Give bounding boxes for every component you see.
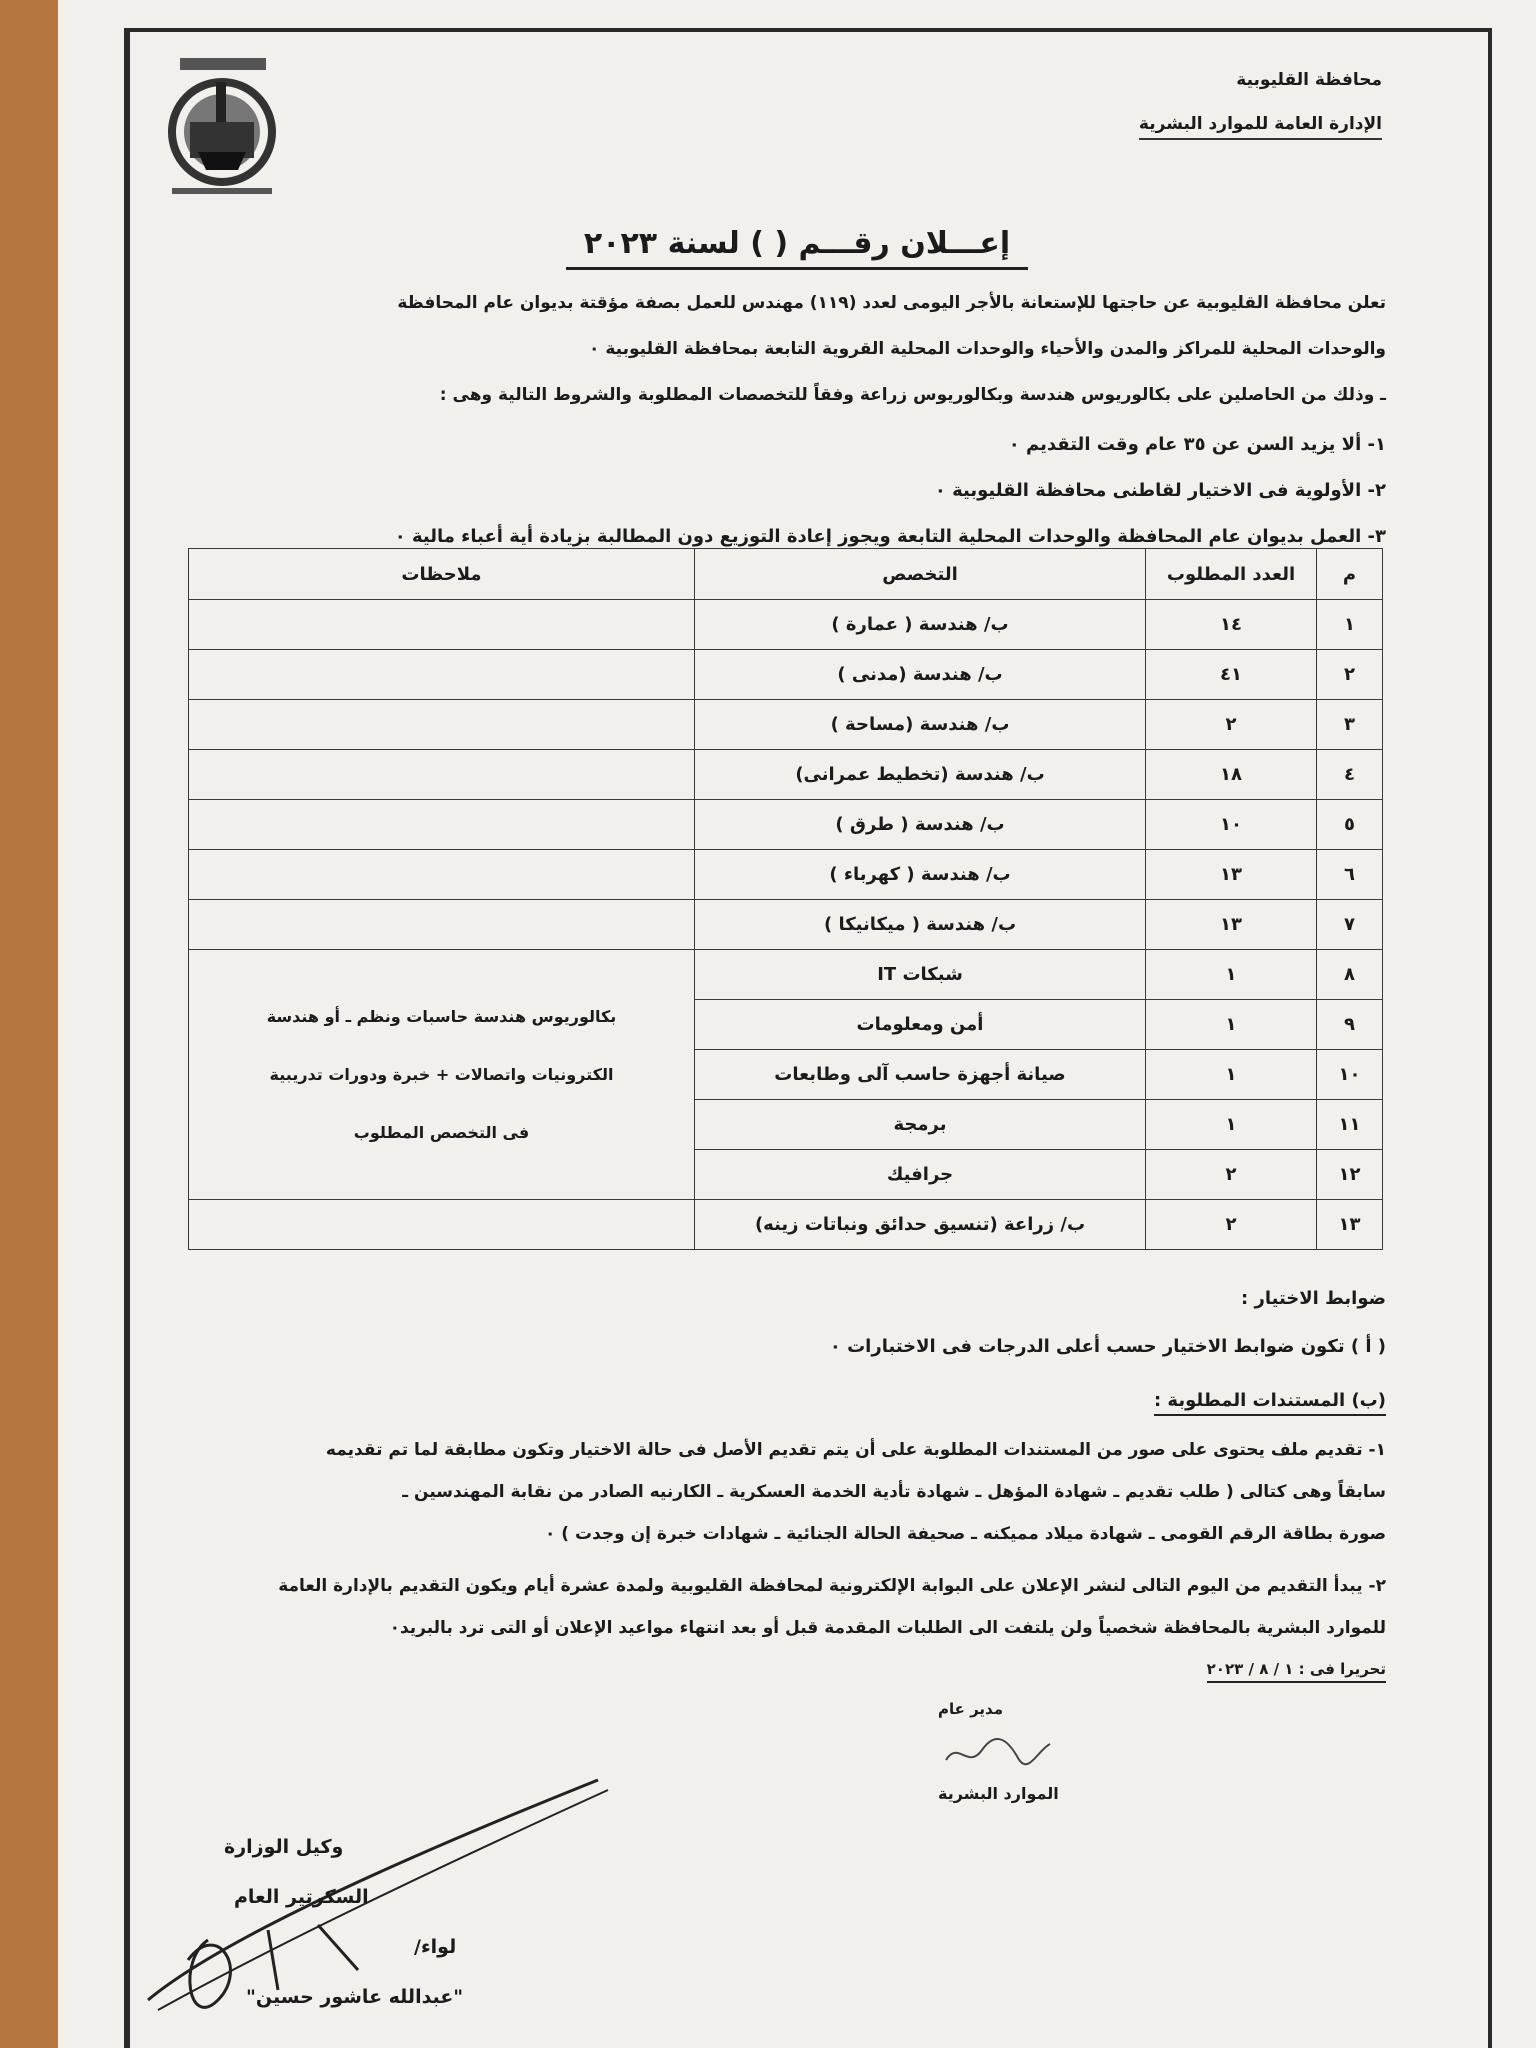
row-notes xyxy=(189,700,695,750)
row-specialty: ب/ هندسة (مساحة ) xyxy=(695,700,1146,750)
row-count: ١ xyxy=(1146,1100,1317,1150)
row-notes xyxy=(189,800,695,850)
row-number: ٣ xyxy=(1317,700,1383,750)
documents-item-1-line-1: ١- تقديم ملف يحتوى على صور من المستندات المطلوبة على أن يتم تقديم الأصل فى حالة الاختيار وتكون مطابقة لما تم تقديمه xyxy=(325,1440,1386,1460)
row-count: ٤١ xyxy=(1146,650,1317,700)
row-count: ١٣ xyxy=(1146,850,1317,900)
row-count: ١٠ xyxy=(1146,800,1317,850)
note-line-1: بكالوريوس هندسة حاسبات ونظم ـ أو هندسة xyxy=(266,1006,617,1026)
row-number: ١ xyxy=(1317,600,1383,650)
row-number: ٨ xyxy=(1317,950,1383,1000)
row-number: ٩ xyxy=(1317,1000,1383,1050)
secretary-general: السكرتير العام xyxy=(234,1886,369,1908)
row-notes xyxy=(189,1200,695,1250)
row-specialty: شبكات IT xyxy=(695,950,1146,1000)
row-specialty: صيانة أجهزة حاسب آلى وطابعات xyxy=(695,1050,1146,1100)
row-number: ٦ xyxy=(1317,850,1383,900)
documents-item-1-line-2: سابقاً وهى كتالى ( طلب تقديم ـ شهادة المؤهل ـ شهادة تأدية الخدمة العسكرية ـ الكارنيه الصادر من نقابة المهندسين ـ xyxy=(402,1482,1386,1502)
documents-heading-text: (ب) المستندات المطلوبة : xyxy=(1154,1390,1386,1416)
header-count: العدد المطلوب xyxy=(1146,549,1317,600)
row-count: ٢ xyxy=(1146,1200,1317,1250)
row-specialty: ب/ هندسة ( طرق ) xyxy=(695,800,1146,850)
header-specialty: التخصص xyxy=(695,549,1146,600)
header-notes: ملاحظات xyxy=(189,549,695,600)
row-count: ١ xyxy=(1146,1050,1317,1100)
row-number: ١٢ xyxy=(1317,1150,1383,1200)
table-row xyxy=(189,950,1383,1000)
table-header-row xyxy=(189,549,1383,600)
table-row xyxy=(189,850,1383,900)
selection-heading: ضوابط الاختيار : xyxy=(1241,1288,1386,1309)
row-count: ١٤ xyxy=(1146,600,1317,650)
row-count: ١ xyxy=(1146,1000,1317,1050)
row-count: ١ xyxy=(1146,950,1317,1000)
note-line-2: الكترونيات واتصالات + خبرة ودورات تدريبية xyxy=(269,1064,614,1084)
announcement-title xyxy=(58,226,1536,261)
documents-item-2-line-2: للموارد البشرية بالمحافظة شخصياً ولن يلتفت الى الطلبات المقدمة قبل أو بعد انتهاء مواعيد الإعلان أو التى ترد بالبريد٠ xyxy=(389,1618,1386,1638)
rank-label: لواء/ xyxy=(414,1936,457,1958)
row-specialty: أمن ومعلومات xyxy=(695,1000,1146,1050)
header-m: م xyxy=(1317,549,1383,600)
department-name: الإدارة العامة للموارد البشرية xyxy=(1139,114,1382,140)
hr-manager-department: الموارد البشرية xyxy=(938,1784,1059,1803)
row-notes xyxy=(189,600,695,650)
row-number: ١١ xyxy=(1317,1100,1383,1150)
row-number: ٤ xyxy=(1317,750,1383,800)
row-number: ١٣ xyxy=(1317,1200,1383,1250)
table-row xyxy=(189,650,1383,700)
table-row xyxy=(189,800,1383,850)
table-row xyxy=(189,700,1383,750)
row-number: ٧ xyxy=(1317,900,1383,950)
hr-manager-signature xyxy=(938,1720,1058,1780)
signatory-name: "عبدالله عاشور حسين" xyxy=(246,1986,464,2008)
condition-3: ٣- العمل بديوان عام المحافظة والوحدات المحلية التابعة ويجوز إعادة التوزيع دون المطالبة بزيادة أية أعباء مالية ٠ xyxy=(394,526,1386,547)
condition-1: ١- ألا يزيد السن عن ٣٥ عام وقت التقديم ٠ xyxy=(1008,434,1386,455)
governorate-name: محافظة القليوبية xyxy=(1236,70,1382,90)
row-specialty: ب/ هندسة ( عمارة ) xyxy=(695,600,1146,650)
row-notes xyxy=(189,850,695,900)
row-specialty: ب/ هندسة ( ميكانيكا ) xyxy=(695,900,1146,950)
row-count: ١٨ xyxy=(1146,750,1317,800)
issue-date xyxy=(1207,1660,1386,1678)
jobs-table xyxy=(188,548,1383,1250)
row-specialty: ب/ هندسة ( كهرباء ) xyxy=(695,850,1146,900)
deputy-minister: وكيل الوزارة xyxy=(224,1836,344,1858)
row-specialty: برمجة xyxy=(695,1100,1146,1150)
row-specialty: ب/ هندسة (تخطيط عمرانى) xyxy=(695,750,1146,800)
table-row xyxy=(189,600,1383,650)
condition-2: ٢- الأولوية فى الاختيار لقاطنى محافظة القليوبية ٠ xyxy=(934,480,1386,501)
row-specialty: ب/ هندسة (مدنى ) xyxy=(695,650,1146,700)
intro-line-2: والوحدات المحلية للمراكز والمدن والأحياء والوحدات المحلية القروية التابعة بمحافظة القليوبية ٠ xyxy=(589,339,1386,359)
document-page xyxy=(58,0,1536,2048)
row-specialty: ب/ زراعة (تنسيق حدائق ونباتات زينه) xyxy=(695,1200,1146,1250)
announcement-title-text: إعـــلان رقـــم ( ) لسنة ٢٠٢٣ xyxy=(566,226,1028,270)
row-notes xyxy=(189,750,695,800)
row-notes xyxy=(189,650,695,700)
selection-item: ( أ ) تكون ضوابط الاختيار حسب أعلى الدرجات فى الاختبارات ٠ xyxy=(829,1336,1386,1357)
documents-item-2-line-1: ٢- يبدأ التقديم من اليوم التالى لنشر الإعلان على البوابة الإلكترونية لمحافظة القليوبية ولمدة عشرة أيام ويكون التقديم بالإدارة العامة xyxy=(278,1576,1386,1596)
issue-date-text: تحريرا فى : ١ / ٨ / ٢٠٢٣ xyxy=(1207,1660,1386,1683)
documents-heading xyxy=(1154,1390,1386,1411)
row-specialty: جرافيك xyxy=(695,1150,1146,1200)
row-number: ٢ xyxy=(1317,650,1383,700)
intro-line-3: ـ وذلك من الحاصلين على بكالوريوس هندسة وبكالوريوس زراعة وفقاً للتخصصات المطلوبة والشروط التالية وهى : xyxy=(439,385,1386,405)
hr-manager-title: مدير عام xyxy=(938,1700,1004,1718)
row-count: ١٣ xyxy=(1146,900,1317,950)
row-count: ٢ xyxy=(1146,1150,1317,1200)
table-row xyxy=(189,1200,1383,1250)
table-row xyxy=(189,750,1383,800)
it-requirements-note xyxy=(189,950,695,1200)
row-count: ٢ xyxy=(1146,700,1317,750)
table-row xyxy=(189,900,1383,950)
row-notes xyxy=(189,900,695,950)
row-number: ٥ xyxy=(1317,800,1383,850)
governorate-logo xyxy=(150,52,290,202)
intro-line-1: تعلن محافظة القليوبية عن حاجتها للإستعانة بالأجر اليومى لعدد (١١٩) مهندس للعمل بصفة مؤقتة بديوان عام المحافظة xyxy=(397,293,1386,313)
documents-item-1-line-3: صورة بطاقة الرقم القومى ـ شهادة ميلاد مميكنه ـ صحيفة الحالة الجنائية ـ شهادات خبرة إن وجدت ) ٠ xyxy=(545,1524,1386,1544)
row-number: ١٠ xyxy=(1317,1050,1383,1100)
note-line-3: فى التخصص المطلوب xyxy=(353,1122,530,1142)
